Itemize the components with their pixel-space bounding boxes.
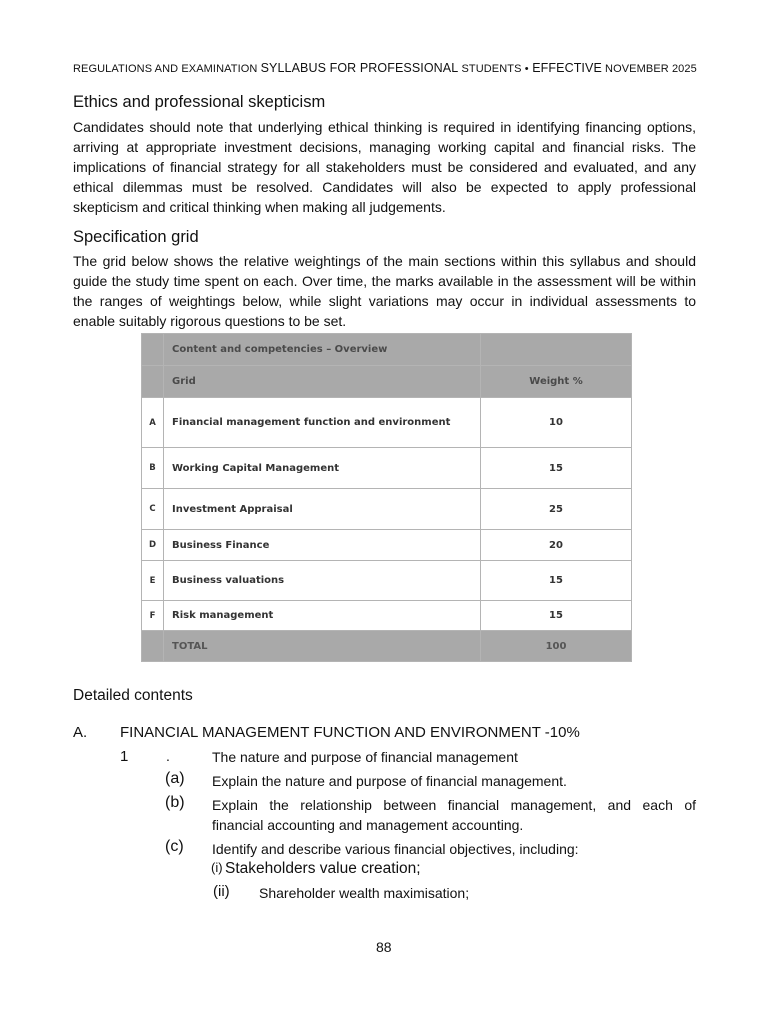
grid-header-blank <box>142 366 164 398</box>
row-weight: 10 <box>481 398 632 448</box>
total-blank <box>142 631 164 662</box>
grid-col-weight: Weight % <box>481 366 632 398</box>
header-part2: SYLLABUS FOR PROFESSIONAL <box>260 61 459 75</box>
detailed-contents-heading: Detailed contents <box>73 687 193 704</box>
total-value: 100 <box>481 631 632 662</box>
row-weight: 15 <box>481 601 632 631</box>
row-letter: D <box>142 530 164 561</box>
spec-paragraph: The grid below shows the relative weightings of the main sections within this syllabus and should guide the study time spent on each. Over time, the marks available in the assessment will be within the ranges of weightings below, while slight variations may occur in individual assessments to enable suitably rigorous questions to be set. <box>73 253 696 329</box>
item-c-text: Identify and describe various financial objectives, including: <box>212 841 579 857</box>
table-row <box>142 530 632 561</box>
row-letter: F <box>142 601 164 631</box>
row-name: Financial management function and environment <box>164 398 481 448</box>
item-1-number: 1 <box>120 748 129 765</box>
table-row <box>142 601 632 631</box>
item-a-label: (a) <box>165 770 185 787</box>
row-letter: B <box>142 448 164 489</box>
section-a-title: FINANCIAL MANAGEMENT FUNCTION AND ENVIRONMENT -10% <box>120 724 580 741</box>
row-name: Working Capital Management <box>164 448 481 489</box>
row-weight: 15 <box>481 448 632 489</box>
item-1-text: The nature and purpose of financial management <box>212 749 518 765</box>
ethics-paragraph: Candidates should note that underlying ethical thinking is required in identifying financing options, arriving at appropriate investment decisions, managing working capital and financial risks. The implications of financial strategy for all stakeholders must be considered and evaluated, and any ethical dilemmas must be resolved. Candidates will also be expected to apply professional skepticism and critical thinking when making all judgements. <box>73 119 696 215</box>
grid-col-grid: Grid <box>164 366 481 398</box>
grid-title-row <box>142 334 632 366</box>
total-label: TOTAL <box>164 631 481 662</box>
header-part4: EFFECTIVE <box>528 61 602 75</box>
item-ii-text: Shareholder wealth maximisation; <box>259 885 470 901</box>
grid-total-row <box>142 631 632 662</box>
grid-title-blank <box>142 334 164 366</box>
item-ii-label: (ii) <box>213 883 230 900</box>
item-b-label: (b) <box>165 794 185 811</box>
item-i-label: (i) <box>211 860 223 875</box>
header-bullet: • <box>524 63 529 75</box>
table-row <box>142 398 632 448</box>
grid-header-row <box>142 366 632 398</box>
row-name: Risk management <box>164 601 481 631</box>
item-1-dot: . <box>166 748 170 764</box>
item-c-label: (c) <box>165 838 184 855</box>
item-a-text: Explain the nature and purpose of financial management. <box>212 773 567 789</box>
ethics-heading: Ethics and professional skepticism <box>73 93 326 111</box>
header-part1: REGULATIONS AND EXAMINATION <box>73 63 261 75</box>
row-name: Business valuations <box>164 561 481 601</box>
header-part5: NOVEMBER 2025 <box>601 63 697 75</box>
item-i-text: Stakeholders value creation; <box>225 860 421 877</box>
table-row <box>142 489 632 530</box>
row-weight: 20 <box>481 530 632 561</box>
row-letter: E <box>142 561 164 601</box>
row-name: Investment Appraisal <box>164 489 481 530</box>
spec-heading: Specification grid <box>73 228 199 246</box>
item-b-text-line2: financial accounting and management accounting. <box>212 817 524 833</box>
row-letter: A <box>142 398 164 448</box>
header-part3: STUDENTS <box>458 63 525 75</box>
row-letter: C <box>142 489 164 530</box>
grid-title: Content and competencies – Overview <box>164 334 481 366</box>
grid-table <box>141 333 632 662</box>
grid-title-blank-right <box>481 334 632 366</box>
section-a-letter: A. <box>73 724 88 741</box>
row-weight: 25 <box>481 489 632 530</box>
specification-grid <box>141 333 632 662</box>
row-weight: 15 <box>481 561 632 601</box>
table-row <box>142 561 632 601</box>
item-b-text-line1: Explain the relationship between financial management, and each of <box>212 797 696 813</box>
running-header <box>73 61 697 75</box>
page-number: 88 <box>376 939 392 955</box>
row-name: Business Finance <box>164 530 481 561</box>
table-row <box>142 448 632 489</box>
